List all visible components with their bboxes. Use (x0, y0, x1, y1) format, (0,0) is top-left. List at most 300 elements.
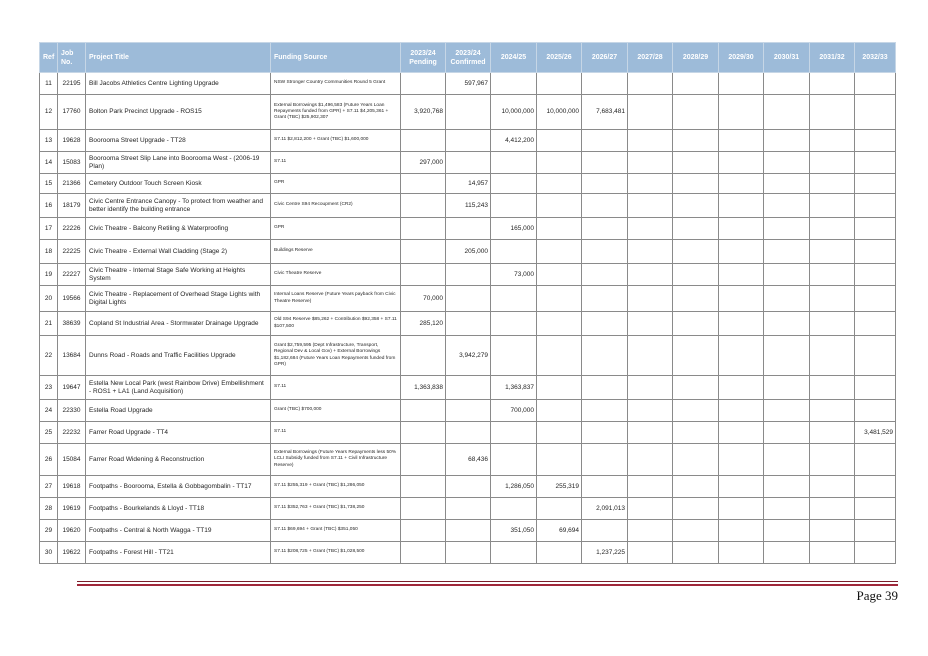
cell-funding-source: Civic Centre S94 Recoupment (CR2) (271, 194, 401, 218)
cell-funding-source: S7.11 $2,812,200 + Grant (TBC) $1,600,000 (271, 130, 401, 152)
cell-year-2029-30 (719, 520, 764, 542)
cell-ref: 29 (40, 520, 58, 542)
cell-year-2032-33 (855, 73, 896, 95)
cell-ref: 20 (40, 286, 58, 312)
cell-year-2028-29 (673, 498, 719, 520)
table-row (40, 240, 896, 264)
cell-year-2024-25 (491, 542, 537, 564)
cell-year-2031-32 (810, 376, 855, 400)
cell-year-2031-32 (810, 444, 855, 476)
cell-year-2026-27 (582, 520, 628, 542)
cell-year-2032-33 (855, 336, 896, 376)
cell-year-2031-32 (810, 130, 855, 152)
cell-funding-source: Old S94 Reserve $85,262 + Contribution $92,358 + S7.11 $107,500 (271, 312, 401, 336)
cell-year-2024-25: 73,000 (491, 264, 537, 286)
cell-year-2026-27 (582, 444, 628, 476)
cell-job-no: 15084 (58, 444, 86, 476)
cell-year-2025-26 (537, 336, 582, 376)
cell-year-2031-32 (810, 95, 855, 130)
cell-year-2031-32 (810, 73, 855, 95)
cell-job-no: 22195 (58, 73, 86, 95)
cell-project-title: Copland St Industrial Area - Stormwater Drainage Upgrade (86, 312, 271, 336)
cell-job-no: 22227 (58, 264, 86, 286)
table-row (40, 336, 896, 376)
cell-funding-source: Buildings Reserve (271, 240, 401, 264)
cell-year-2025-26 (537, 542, 582, 564)
cell-year-2026-27: 2,091,013 (582, 498, 628, 520)
cell-pending-2023-24 (401, 476, 446, 498)
cell-job-no: 22226 (58, 218, 86, 240)
cell-year-2027-28 (628, 130, 673, 152)
cell-project-title: Cemetery Outdoor Touch Screen Kiosk (86, 174, 271, 194)
cell-job-no: 22330 (58, 400, 86, 422)
cell-confirmed-2023-24 (446, 498, 491, 520)
cell-project-title: Civic Theatre - Internal Stage Safe Working at Heights System (86, 264, 271, 286)
table-row (40, 286, 896, 312)
cell-year-2026-27 (582, 218, 628, 240)
cell-year-2025-26 (537, 312, 582, 336)
cell-year-2028-29 (673, 73, 719, 95)
cell-year-2030-31 (764, 520, 810, 542)
cell-ref: 19 (40, 264, 58, 286)
cell-year-2027-28 (628, 336, 673, 376)
cell-year-2032-33 (855, 130, 896, 152)
cell-year-2024-25: 165,000 (491, 218, 537, 240)
cell-year-2029-30 (719, 240, 764, 264)
cell-year-2030-31 (764, 240, 810, 264)
cell-funding-source: S7.11 $69,694 + Grant (TBC) $351,050 (271, 520, 401, 542)
cell-year-2027-28 (628, 422, 673, 444)
cell-year-2032-33 (855, 476, 896, 498)
cell-job-no: 19618 (58, 476, 86, 498)
cell-job-no: 21366 (58, 174, 86, 194)
table-row (40, 400, 896, 422)
cell-project-title: Footpaths - Boorooma, Estella & Gobbagombalin - TT17 (86, 476, 271, 498)
cell-year-2032-33 (855, 400, 896, 422)
cell-year-2028-29 (673, 336, 719, 376)
column-header-year-2032-33: 2032/33 (855, 43, 896, 73)
cell-pending-2023-24 (401, 336, 446, 376)
cell-year-2030-31 (764, 400, 810, 422)
cell-year-2031-32 (810, 498, 855, 520)
cell-year-2024-25 (491, 336, 537, 376)
cell-job-no: 13684 (58, 336, 86, 376)
cell-year-2027-28 (628, 498, 673, 520)
cell-year-2027-28 (628, 542, 673, 564)
cell-funding-source: GPR (271, 174, 401, 194)
cell-year-2029-30 (719, 218, 764, 240)
cell-year-2024-25 (491, 73, 537, 95)
cell-year-2026-27 (582, 400, 628, 422)
cell-year-2027-28 (628, 476, 673, 498)
cell-year-2031-32 (810, 542, 855, 564)
cell-confirmed-2023-24 (446, 95, 491, 130)
cell-year-2027-28 (628, 218, 673, 240)
cell-confirmed-2023-24 (446, 542, 491, 564)
cell-ref: 11 (40, 73, 58, 95)
cell-year-2026-27 (582, 336, 628, 376)
cell-year-2029-30 (719, 336, 764, 376)
cell-year-2032-33 (855, 264, 896, 286)
cell-ref: 18 (40, 240, 58, 264)
cell-year-2030-31 (764, 476, 810, 498)
cell-job-no: 15083 (58, 152, 86, 174)
cell-ref: 25 (40, 422, 58, 444)
cell-project-title: Farrer Road Upgrade - TT4 (86, 422, 271, 444)
cell-ref: 14 (40, 152, 58, 174)
cell-year-2025-26 (537, 286, 582, 312)
cell-ref: 24 (40, 400, 58, 422)
cell-confirmed-2023-24 (446, 476, 491, 498)
column-header-job-no: Job No. (58, 43, 86, 73)
cell-job-no: 38639 (58, 312, 86, 336)
cell-job-no: 19647 (58, 376, 86, 400)
cell-pending-2023-24 (401, 498, 446, 520)
cell-project-title: Estella New Local Park (west Rainbow Drive) Embellishment - ROS1 + LA1 (Land Acquisition) (86, 376, 271, 400)
cell-ref: 21 (40, 312, 58, 336)
cell-year-2031-32 (810, 174, 855, 194)
cell-year-2031-32 (810, 286, 855, 312)
column-header-year-2030-31: 2030/31 (764, 43, 810, 73)
cell-year-2030-31 (764, 286, 810, 312)
cell-year-2028-29 (673, 444, 719, 476)
cell-year-2024-25 (491, 444, 537, 476)
cell-year-2024-25 (491, 194, 537, 218)
cell-year-2031-32 (810, 152, 855, 174)
cell-ref: 17 (40, 218, 58, 240)
table-row (40, 498, 896, 520)
cell-project-title: Footpaths - Central & North Wagga - TT19 (86, 520, 271, 542)
cell-confirmed-2023-24 (446, 264, 491, 286)
cell-year-2025-26 (537, 152, 582, 174)
cell-ref: 16 (40, 194, 58, 218)
cell-project-title: Civic Theatre - External Wall Cladding (Stage 2) (86, 240, 271, 264)
cell-year-2025-26 (537, 174, 582, 194)
cell-ref: 26 (40, 444, 58, 476)
cell-year-2029-30 (719, 286, 764, 312)
cell-year-2029-30 (719, 194, 764, 218)
column-header-year-2027-28: 2027/28 (628, 43, 673, 73)
cell-year-2025-26: 255,319 (537, 476, 582, 498)
cell-year-2028-29 (673, 194, 719, 218)
cell-ref: 27 (40, 476, 58, 498)
cell-year-2030-31 (764, 422, 810, 444)
cell-year-2024-25: 700,000 (491, 400, 537, 422)
cell-funding-source: S7.11 $255,319 + Grant (TBC) $1,286,050 (271, 476, 401, 498)
cell-pending-2023-24 (401, 130, 446, 152)
table-header-row (40, 43, 896, 73)
cell-project-title: Footpaths - Bourkelands & Lloyd - TT18 (86, 498, 271, 520)
cell-funding-source: Civic Theatre Reserve (271, 264, 401, 286)
cell-year-2026-27 (582, 73, 628, 95)
table-row (40, 376, 896, 400)
cell-project-title: Civic Theatre - Balcony Retiling & Waterproofing (86, 218, 271, 240)
cell-year-2030-31 (764, 312, 810, 336)
cell-year-2027-28 (628, 174, 673, 194)
cell-year-2026-27 (582, 174, 628, 194)
cell-year-2026-27: 1,237,225 (582, 542, 628, 564)
cell-year-2027-28 (628, 520, 673, 542)
cell-year-2031-32 (810, 264, 855, 286)
cell-funding-source: NSW Stronger Country Communities Round 5 Grant (271, 73, 401, 95)
cell-ref: 12 (40, 95, 58, 130)
cell-year-2029-30 (719, 152, 764, 174)
cell-pending-2023-24: 285,120 (401, 312, 446, 336)
cell-year-2029-30 (719, 498, 764, 520)
cell-year-2028-29 (673, 240, 719, 264)
cell-pending-2023-24 (401, 444, 446, 476)
cell-job-no: 22232 (58, 422, 86, 444)
cell-year-2027-28 (628, 73, 673, 95)
cell-year-2024-25 (491, 498, 537, 520)
cell-pending-2023-24 (401, 194, 446, 218)
cell-year-2032-33 (855, 95, 896, 130)
cell-year-2027-28 (628, 194, 673, 218)
cell-year-2027-28 (628, 400, 673, 422)
cell-funding-source: Grant $2,759,595 (Dept Infrastructure, Transport, Regional Dev & Local Gov) + External Borrowings $1,182,684 (Future Years Loan Repayments funded from GPR) (271, 336, 401, 376)
column-header-funding-source: Funding Source (271, 43, 401, 73)
cell-year-2025-26: 69,694 (537, 520, 582, 542)
cell-job-no: 19628 (58, 130, 86, 152)
table-row (40, 73, 896, 95)
cell-year-2028-29 (673, 130, 719, 152)
cell-year-2031-32 (810, 218, 855, 240)
column-header-project-title: Project Title (86, 43, 271, 73)
capital-works-table (39, 42, 896, 564)
cell-year-2029-30 (719, 444, 764, 476)
cell-year-2026-27 (582, 130, 628, 152)
cell-year-2031-32 (810, 312, 855, 336)
cell-pending-2023-24: 297,000 (401, 152, 446, 174)
cell-year-2026-27 (582, 376, 628, 400)
cell-funding-source: External Borrowings $1,496,583 (Future Years Loan Repayments funded from GPR) + S7.11 $4,205,361 + Grant (TBC) $25,902,307 (271, 95, 401, 130)
cell-year-2032-33 (855, 152, 896, 174)
column-header-year-2028-29: 2028/29 (673, 43, 719, 73)
cell-year-2030-31 (764, 444, 810, 476)
cell-pending-2023-24 (401, 240, 446, 264)
cell-year-2029-30 (719, 95, 764, 130)
cell-year-2026-27 (582, 476, 628, 498)
cell-year-2032-33 (855, 174, 896, 194)
cell-confirmed-2023-24: 3,942,279 (446, 336, 491, 376)
cell-year-2031-32 (810, 422, 855, 444)
cell-ref: 30 (40, 542, 58, 564)
cell-funding-source: External Borrowings (Future Years Repayments less 50% LCLI Subsidy funded from S7.11 + Civil Infrastructure Reserve) (271, 444, 401, 476)
cell-year-2032-33 (855, 520, 896, 542)
cell-year-2027-28 (628, 95, 673, 130)
cell-year-2024-25: 1,286,050 (491, 476, 537, 498)
table-row (40, 174, 896, 194)
cell-year-2027-28 (628, 240, 673, 264)
column-header-year-2025-26: 2025/26 (537, 43, 582, 73)
cell-project-title: Boorooma Street Upgrade - TT28 (86, 130, 271, 152)
cell-year-2027-28 (628, 286, 673, 312)
cell-pending-2023-24: 1,363,838 (401, 376, 446, 400)
cell-pending-2023-24 (401, 174, 446, 194)
cell-year-2029-30 (719, 130, 764, 152)
cell-year-2027-28 (628, 312, 673, 336)
cell-funding-source: S7.11 (271, 376, 401, 400)
cell-year-2032-33: 3,481,529 (855, 422, 896, 444)
cell-project-title: Dunns Road - Roads and Traffic Facilities Upgrade (86, 336, 271, 376)
cell-year-2029-30 (719, 476, 764, 498)
column-header-year-2024-25: 2024/25 (491, 43, 537, 73)
cell-year-2031-32 (810, 476, 855, 498)
cell-year-2030-31 (764, 130, 810, 152)
cell-confirmed-2023-24: 597,967 (446, 73, 491, 95)
cell-project-title: Bill Jacobs Athletics Centre Lighting Upgrade (86, 73, 271, 95)
cell-year-2025-26 (537, 240, 582, 264)
cell-project-title: Bolton Park Precinct Upgrade - ROS15 (86, 95, 271, 130)
cell-job-no: 17760 (58, 95, 86, 130)
cell-year-2024-25 (491, 174, 537, 194)
cell-project-title: Civic Theatre - Replacement of Overhead Stage Lights with Digital Lights (86, 286, 271, 312)
cell-year-2028-29 (673, 422, 719, 444)
cell-year-2025-26 (537, 498, 582, 520)
cell-year-2032-33 (855, 444, 896, 476)
table-row (40, 520, 896, 542)
cell-year-2025-26 (537, 376, 582, 400)
cell-year-2025-26: 10,000,000 (537, 95, 582, 130)
cell-year-2028-29 (673, 476, 719, 498)
cell-year-2024-25 (491, 240, 537, 264)
cell-year-2025-26 (537, 194, 582, 218)
table-row (40, 194, 896, 218)
cell-pending-2023-24 (401, 422, 446, 444)
table-row (40, 152, 896, 174)
cell-funding-source: S7.11 (271, 422, 401, 444)
cell-year-2030-31 (764, 542, 810, 564)
cell-job-no: 19620 (58, 520, 86, 542)
cell-year-2029-30 (719, 400, 764, 422)
column-header-ref: Ref (40, 43, 58, 73)
column-header-confirmed-2023-24: 2023/24 Confirmed (446, 43, 491, 73)
table-row (40, 542, 896, 564)
cell-year-2028-29 (673, 312, 719, 336)
cell-year-2029-30 (719, 264, 764, 286)
cell-year-2030-31 (764, 264, 810, 286)
table-row (40, 218, 896, 240)
cell-year-2026-27 (582, 286, 628, 312)
cell-year-2030-31 (764, 376, 810, 400)
cell-job-no: 19622 (58, 542, 86, 564)
cell-confirmed-2023-24 (446, 218, 491, 240)
cell-pending-2023-24: 70,000 (401, 286, 446, 312)
cell-pending-2023-24 (401, 73, 446, 95)
cell-year-2029-30 (719, 422, 764, 444)
cell-year-2028-29 (673, 400, 719, 422)
cell-year-2032-33 (855, 194, 896, 218)
cell-funding-source: Grant (TBC) $700,000 (271, 400, 401, 422)
cell-job-no: 19619 (58, 498, 86, 520)
cell-year-2024-25: 4,412,200 (491, 130, 537, 152)
cell-year-2031-32 (810, 336, 855, 376)
cell-year-2032-33 (855, 312, 896, 336)
cell-project-title: Civic Centre Entrance Canopy - To protect from weather and better identify the building entrance (86, 194, 271, 218)
cell-year-2026-27 (582, 264, 628, 286)
cell-confirmed-2023-24 (446, 400, 491, 422)
cell-year-2027-28 (628, 376, 673, 400)
cell-confirmed-2023-24 (446, 130, 491, 152)
cell-year-2032-33 (855, 218, 896, 240)
cell-ref: 15 (40, 174, 58, 194)
cell-funding-source: S7.11 $208,725 + Grant (TBC) $1,028,500 (271, 542, 401, 564)
cell-year-2032-33 (855, 286, 896, 312)
cell-year-2027-28 (628, 152, 673, 174)
table-row (40, 476, 896, 498)
cell-funding-source: GPR (271, 218, 401, 240)
cell-year-2030-31 (764, 336, 810, 376)
cell-confirmed-2023-24 (446, 422, 491, 444)
cell-confirmed-2023-24: 14,957 (446, 174, 491, 194)
cell-year-2028-29 (673, 286, 719, 312)
cell-year-2024-25 (491, 422, 537, 444)
column-header-year-2026-27: 2026/27 (582, 43, 628, 73)
cell-year-2032-33 (855, 240, 896, 264)
cell-year-2026-27 (582, 194, 628, 218)
cell-year-2032-33 (855, 376, 896, 400)
column-header-year-2031-32: 2031/32 (810, 43, 855, 73)
cell-confirmed-2023-24 (446, 312, 491, 336)
cell-project-title: Boorooma Street Slip Lane into Boorooma West - (2006-19 Plan) (86, 152, 271, 174)
cell-year-2028-29 (673, 520, 719, 542)
cell-year-2030-31 (764, 73, 810, 95)
cell-year-2029-30 (719, 312, 764, 336)
cell-year-2024-25: 1,363,837 (491, 376, 537, 400)
cell-year-2025-26 (537, 73, 582, 95)
cell-pending-2023-24: 3,920,768 (401, 95, 446, 130)
cell-pending-2023-24 (401, 264, 446, 286)
table-row (40, 95, 896, 130)
table-row (40, 422, 896, 444)
cell-confirmed-2023-24 (446, 152, 491, 174)
cell-year-2026-27 (582, 152, 628, 174)
cell-year-2031-32 (810, 240, 855, 264)
cell-year-2026-27: 7,683,481 (582, 95, 628, 130)
column-header-year-2029-30: 2029/30 (719, 43, 764, 73)
page-number: Page 39 (856, 588, 898, 603)
cell-year-2030-31 (764, 174, 810, 194)
cell-confirmed-2023-24: 115,243 (446, 194, 491, 218)
cell-project-title: Estella Road Upgrade (86, 400, 271, 422)
cell-confirmed-2023-24: 205,000 (446, 240, 491, 264)
cell-job-no: 22225 (58, 240, 86, 264)
cell-year-2028-29 (673, 376, 719, 400)
cell-funding-source: S7.11 (271, 152, 401, 174)
cell-year-2024-25 (491, 312, 537, 336)
cell-pending-2023-24 (401, 542, 446, 564)
cell-confirmed-2023-24 (446, 520, 491, 542)
cell-year-2029-30 (719, 73, 764, 95)
table-row (40, 444, 896, 476)
cell-year-2027-28 (628, 444, 673, 476)
column-header-pending-2023-24: 2023/24 Pending (401, 43, 446, 73)
table-row (40, 130, 896, 152)
cell-job-no: 19566 (58, 286, 86, 312)
cell-year-2025-26 (537, 218, 582, 240)
cell-year-2026-27 (582, 422, 628, 444)
cell-confirmed-2023-24: 68,436 (446, 444, 491, 476)
cell-year-2030-31 (764, 95, 810, 130)
cell-year-2026-27 (582, 312, 628, 336)
cell-confirmed-2023-24 (446, 286, 491, 312)
cell-ref: 22 (40, 336, 58, 376)
cell-year-2029-30 (719, 542, 764, 564)
cell-year-2025-26 (537, 444, 582, 476)
table-row (40, 312, 896, 336)
cell-year-2028-29 (673, 542, 719, 564)
cell-year-2024-25: 10,000,000 (491, 95, 537, 130)
